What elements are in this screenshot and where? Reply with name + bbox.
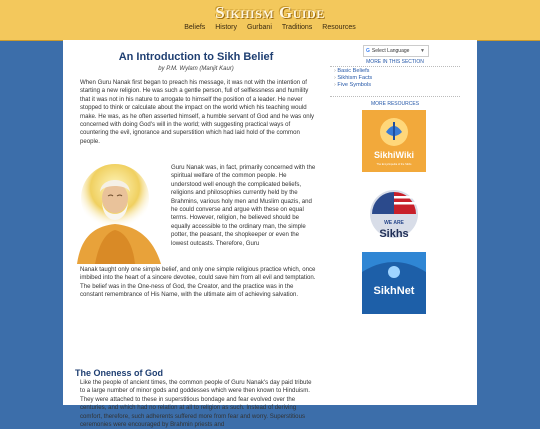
sidebar [330, 40, 460, 405]
article-paragraph-3: Like the people of ancient times, the common people of Guru Nanak's day paid tribute to a large number of minor gods and goddesses which were then known to Hinduism. They were attached to these in superstitious bondage and fear evolved over the centuries, and which had no relation at all to religion as such. Instead of deriving comfort, therefore, such adherents suffered more from fear and worry. Superstitious ceremonies were encouraged by Brahmin priests and [80, 379, 312, 429]
page-title: An Introduction to Sikh Belief [118, 51, 274, 63]
nav-resources[interactable]: Resources [322, 24, 356, 31]
we-are-sikhs-banner[interactable] [362, 184, 426, 246]
link-basic-beliefs[interactable]: › Basic Beliefs [334, 68, 372, 75]
article-paragraph-2-part-2: Nanak taught only one simple belief, and only one simple religious practice which, once imbibed into the heart of a sincere devotee, could save him from all evil and temptation. The belief was in the One-ness of God, the Creator, and the practice was in the constant remembrance of His Name, with the ultimate aim of achieving salvation. [80, 266, 316, 299]
site-logo[interactable]: Sikhism Guide [215, 3, 325, 22]
article-byline: by P.M. Wylam (Manjit Kaur) [158, 66, 234, 72]
link-five-symbols[interactable]: › Five Symbols [334, 82, 372, 89]
article-paragraph-2-part-1: Guru Nanak was, in fact, primarily concerned with the spiritual welfare of the common people. He understood well enough the complicated beliefs, religions and philosophies currently held by the Brahmins, various holy men and Muslim quazis, and he could converse and argue with these on equal terms. However, religion, he believed should be equally accessible to the ordinary man, the simple potter, the peasant, the shopkeeper or even the lowest outcasts. Therefore, Guru [171, 164, 316, 247]
link-sikhism-facts[interactable]: › Sikhism Facts [334, 75, 372, 82]
language-select[interactable] [363, 45, 429, 57]
sikhnet-banner[interactable] [362, 252, 426, 314]
resources-title: MORE RESOURCES [370, 101, 420, 107]
article [64, 40, 328, 429]
nav-traditions[interactable]: Traditions [281, 24, 313, 31]
section-links [334, 68, 372, 89]
chevron-down-icon: ▼ [420, 48, 425, 54]
nav-history[interactable]: History [215, 24, 238, 31]
sikhiwiki-text: SikhiWiki [374, 150, 414, 160]
site-header [0, 0, 540, 41]
section-heading-oneness: The Oneness of God [75, 368, 164, 378]
sikhnet-text: SikhNet [373, 285, 415, 297]
article-paragraph-1: When Guru Nanak first began to preach his message, it was not with the intention of starting a new religion. He was such a gentle person, full of selflessness and humility that it was not in his nature to arrogate to himself the position of a leader. He never stopped to think or calculate about the impact on the world which his teaching would make. He was, as he often asserted himself, a humble servant of God and he was only concerned with doing God's will in the world; with suggesting practical ways of countering the evil, ignorance and superstition which had laid hold of the common people. [80, 79, 315, 145]
language-select-label: Select Language [371, 48, 410, 54]
divider [330, 96, 460, 97]
main-nav [0, 24, 540, 31]
divider [330, 66, 460, 67]
google-icon: G [366, 48, 370, 54]
nav-beliefs[interactable]: Beliefs [184, 24, 206, 31]
we-are-text: WE ARE [384, 220, 404, 226]
sikhiwiki-banner[interactable] [362, 110, 426, 172]
guru-nanak-portrait [75, 166, 163, 264]
nav-gurbani[interactable]: Gurbani [246, 24, 272, 31]
section-title: MORE IN THIS SECTION [366, 59, 424, 65]
sikhiwiki-subtitle: The Encyclopedia of the Sikhs [376, 163, 412, 166]
sikhs-text: Sikhs [379, 228, 409, 240]
